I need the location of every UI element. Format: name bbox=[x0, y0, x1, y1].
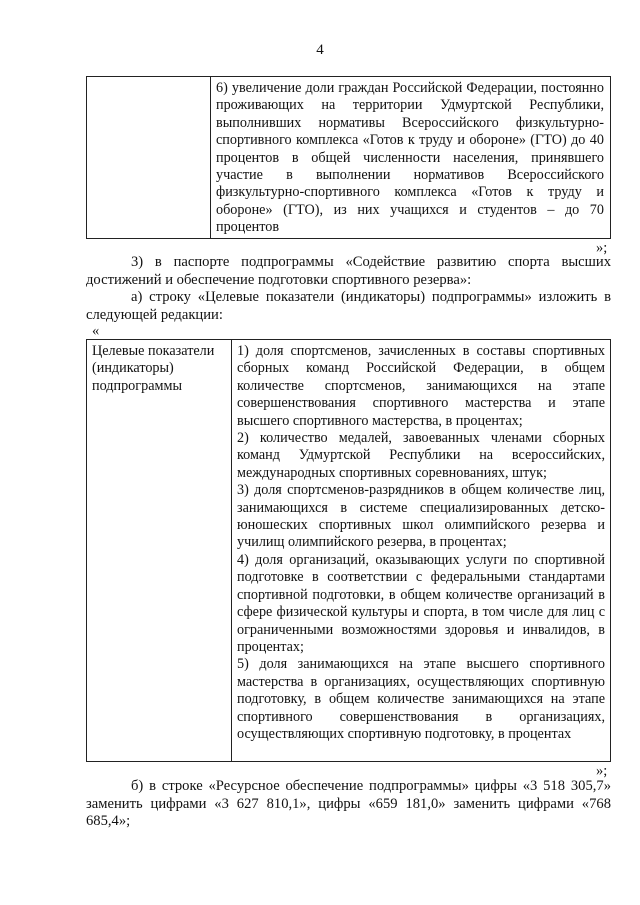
continued-table-left-cell bbox=[87, 77, 211, 238]
closing-quote-mark-2: »; bbox=[596, 763, 608, 779]
paragraph-3: 3) в паспорте подпрограммы «Содействие развитию спорта высших достижений и обеспечение подготовки спортивного резерва»: bbox=[86, 254, 611, 288]
indicator-item-1: 1) доля спортсменов, зачисленных в составы спортивных сборных команд Российской Федерации, в общем количестве спортсменов, занимающихся на этапе совершенствования спортивного мастерства и этапе высшего спортивного мастерства, в процентах; bbox=[237, 343, 605, 429]
page-number: 4 bbox=[316, 42, 324, 58]
indicator-item-2: 2) количество медалей, завоеванных членами сборных команд Удмуртской Республики на всероссийских, международных спортивных соревнованиях, штук; bbox=[237, 430, 605, 481]
continued-table-right-cell: 6) увеличение доли граждан Российской Федерации, постоянно проживающих на территории Удмуртской Республики, выполнивших нормативы Всероссийского физкультурно-спортивного комплекса «Готов к труду и обороне» (ГТО) до 40 процентов в общей численности населения, принявшего участие в выполнении нормативов Всероссийского физкультурно-спортивного комплекса «Готов к труду и обороне» (ГТО), из них учащихся и студентов – до 70 процентов bbox=[216, 80, 604, 236]
paragraph-a: а) строку «Целевые показатели (индикаторы) подпрограммы» изложить в следующей редакции: bbox=[86, 289, 611, 323]
indicator-item-4: 4) доля организаций, оказывающих услуги по спортивной подготовке в соответствии с федеральными стандартами спортивной подготовки, в общем количестве организаций в сфере физической культуры и спорта, в том числе для лиц с ограниченными возможностями здоровья и инвалидов, в процентах; bbox=[237, 551, 605, 655]
paragraph-b: б) в строке «Ресурсное обеспечение подпрограммы» цифры «3 518 305,7» заменить цифрами «3 627 810,1», цифры «659 181,0» заменить цифрами «768 685,4»; bbox=[86, 778, 611, 830]
indicators-table-left-cell bbox=[87, 340, 232, 761]
opening-quote-mark: « bbox=[92, 323, 100, 339]
continued-table bbox=[86, 76, 611, 239]
closing-quote-mark-1: »; bbox=[596, 240, 608, 256]
indicator-item-3: 3) доля спортсменов-разрядников в общем количестве лиц, занимающихся в системе специализированных детско-юношеских спортивных школ олимпийского резерва и училищ олимпийского резерва, в процентах; bbox=[237, 482, 605, 551]
indicators-label: Целевые показатели (индикаторы) подпрограммы bbox=[92, 343, 215, 394]
indicators-table bbox=[86, 339, 611, 762]
indicators-list bbox=[237, 343, 605, 743]
indicator-item-5: 5) доля занимающихся на этапе высшего спортивного мастерства в организациях, осуществляющих спортивную подготовку, в общем количестве занимающихся на этапе спортивного совершенствования в организациях, осуществляющих спортивную подготовку, в процентах bbox=[237, 656, 605, 742]
